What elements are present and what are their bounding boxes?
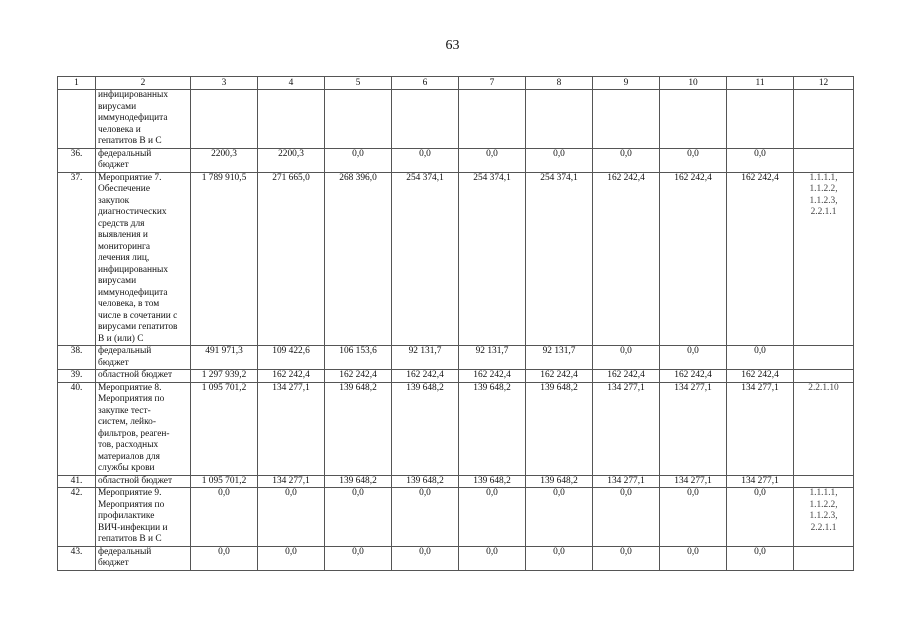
value-cell-text: 0,0 <box>352 546 364 557</box>
table-row <box>58 148 854 172</box>
indicator-code-cell-text: 1.1.1.1, 1.1.2.2, 1.1.2.3, 2.2.1.1 <box>809 172 838 217</box>
value-cell-text: 162 242,4 <box>607 172 645 183</box>
value-cell <box>325 90 392 149</box>
value-cell <box>258 346 325 370</box>
value-cell <box>258 90 325 149</box>
row-number-cell-text: 41. <box>70 475 83 486</box>
value-cell-text: 0,0 <box>620 148 632 159</box>
description-cell <box>96 370 191 383</box>
value-cell <box>258 382 325 475</box>
value-cell-text: 139 648,2 <box>540 382 578 393</box>
value-cell <box>727 148 794 172</box>
value-cell <box>459 488 526 547</box>
value-cell-text: 0,0 <box>553 488 565 498</box>
value-cell-text: 0,0 <box>486 546 498 557</box>
value-cell-text: 139 648,2 <box>473 382 511 393</box>
indicator-code-cell <box>794 488 854 547</box>
value-cell <box>459 148 526 172</box>
value-cell <box>526 382 593 475</box>
value-cell <box>325 172 392 346</box>
value-cell <box>325 488 392 547</box>
value-cell-text: 109 422,6 <box>272 346 310 356</box>
value-cell-text: 0,0 <box>352 488 364 498</box>
value-cell <box>392 475 459 488</box>
column-header: 12 <box>794 77 854 90</box>
column-header: 10 <box>660 77 727 90</box>
value-cell-text: 2200,3 <box>211 148 237 159</box>
indicator-code-cell <box>794 546 854 570</box>
value-cell <box>258 172 325 346</box>
value-cell-text: 0,0 <box>218 488 230 498</box>
value-cell-text: 134 277,1 <box>272 475 310 486</box>
value-cell <box>727 382 794 475</box>
row-number-cell <box>58 475 96 488</box>
table-row <box>58 488 854 547</box>
value-cell <box>727 172 794 346</box>
value-cell <box>727 546 794 570</box>
value-cell-text: 0,0 <box>687 346 699 356</box>
value-cell-text: 0,0 <box>486 488 498 498</box>
value-cell-text: 139 648,2 <box>339 382 377 393</box>
description-cell-text: федеральный бюджет <box>98 546 152 568</box>
description-cell <box>96 475 191 488</box>
value-cell-text: 2200,3 <box>278 148 304 159</box>
indicator-code-cell-text: 1.1.1.1, 1.1.2.2, 1.1.2.3, 2.2.1.1 <box>809 488 838 533</box>
value-cell <box>191 90 258 149</box>
value-cell-text: 134 277,1 <box>674 475 712 486</box>
value-cell <box>258 370 325 383</box>
value-cell-text: 0,0 <box>285 488 297 498</box>
value-cell <box>593 382 660 475</box>
indicator-code-cell <box>794 346 854 370</box>
value-cell-text: 0,0 <box>620 488 632 498</box>
value-cell <box>459 370 526 383</box>
value-cell-text: 0,0 <box>754 148 766 159</box>
row-number-cell <box>58 488 96 547</box>
value-cell-text: 162 242,4 <box>607 370 645 380</box>
value-cell <box>191 382 258 475</box>
value-cell-text: 0,0 <box>620 546 632 557</box>
column-header: 5 <box>325 77 392 90</box>
row-number-cell-text: 43. <box>70 546 83 557</box>
value-cell-text: 0,0 <box>553 546 565 557</box>
row-number-cell <box>58 172 96 346</box>
value-cell-text: 0,0 <box>419 148 431 159</box>
value-cell <box>392 546 459 570</box>
value-cell <box>660 488 727 547</box>
value-cell <box>459 90 526 149</box>
description-cell-text: федеральный бюджет <box>98 148 152 170</box>
value-cell <box>660 148 727 172</box>
value-cell-text: 0,0 <box>218 546 230 557</box>
value-cell <box>258 475 325 488</box>
indicator-code-cell-text: 2.2.1.10 <box>808 382 839 393</box>
description-cell-text: Мероприятие 9. Мероприятия по профилактике ВИЧ-инфекции и гепатитов В и С <box>98 488 168 544</box>
value-cell <box>459 546 526 570</box>
value-cell-text: 271 665,0 <box>272 172 310 183</box>
table-row <box>58 370 854 383</box>
value-cell-text: 0,0 <box>419 546 431 557</box>
value-cell-text: 162 242,4 <box>674 370 712 380</box>
value-cell <box>660 546 727 570</box>
value-cell <box>660 172 727 346</box>
value-cell <box>392 382 459 475</box>
indicator-code-cell <box>794 382 854 475</box>
value-cell <box>727 346 794 370</box>
table-row <box>58 346 854 370</box>
row-number-cell-text: 39. <box>70 370 83 380</box>
value-cell-text: 0,0 <box>285 546 297 557</box>
value-cell <box>593 546 660 570</box>
value-cell-text: 134 277,1 <box>607 475 645 486</box>
value-cell-text: 92 131,7 <box>408 346 442 356</box>
value-cell-text: 162 242,4 <box>272 370 310 380</box>
value-cell-text: 92 131,7 <box>542 346 576 356</box>
column-header: 11 <box>727 77 794 90</box>
description-cell-text: областной бюджет <box>98 475 173 486</box>
value-cell <box>593 370 660 383</box>
value-cell <box>593 488 660 547</box>
indicator-code-cell <box>794 90 854 149</box>
value-cell-text: 254 374,1 <box>473 172 511 183</box>
column-header: 1 <box>58 77 96 90</box>
value-cell-text: 0,0 <box>620 346 632 356</box>
value-cell <box>526 90 593 149</box>
row-number-cell <box>58 90 96 149</box>
value-cell-text: 139 648,2 <box>406 382 444 393</box>
value-cell-text: 139 648,2 <box>339 475 377 486</box>
description-cell <box>96 382 191 475</box>
row-number-cell <box>58 382 96 475</box>
description-cell-text: областной бюджет <box>98 370 173 380</box>
value-cell <box>526 346 593 370</box>
value-cell-text: 0,0 <box>419 488 431 498</box>
value-cell <box>191 172 258 346</box>
value-cell <box>459 382 526 475</box>
value-cell-text: 92 131,7 <box>475 346 509 356</box>
value-cell-text: 0,0 <box>754 546 766 557</box>
value-cell <box>727 488 794 547</box>
value-cell <box>258 148 325 172</box>
description-cell <box>96 90 191 149</box>
value-cell-text: 139 648,2 <box>540 475 578 486</box>
value-cell-text: 0,0 <box>687 488 699 498</box>
value-cell-text: 162 242,4 <box>339 370 377 380</box>
budget-table <box>57 76 854 571</box>
value-cell <box>526 172 593 346</box>
table-row <box>58 172 854 346</box>
value-cell-text: 162 242,4 <box>674 172 712 183</box>
value-cell <box>660 475 727 488</box>
row-number-cell-text: 36. <box>70 148 83 159</box>
value-cell-text: 0,0 <box>754 346 766 356</box>
value-cell <box>258 488 325 547</box>
value-cell <box>660 382 727 475</box>
value-cell <box>191 148 258 172</box>
value-cell <box>191 546 258 570</box>
table-body <box>58 90 854 571</box>
row-number-cell-text: 38. <box>70 346 83 356</box>
value-cell <box>727 370 794 383</box>
value-cell <box>325 546 392 570</box>
row-number-cell <box>58 346 96 370</box>
row-number-cell-text: 40. <box>70 382 83 393</box>
value-cell-text: 0,0 <box>754 488 766 498</box>
description-cell <box>96 172 191 346</box>
value-cell <box>593 475 660 488</box>
value-cell-text: 254 374,1 <box>406 172 444 183</box>
value-cell-text: 1 297 939,2 <box>201 370 247 380</box>
column-header: 7 <box>459 77 526 90</box>
value-cell-text: 0,0 <box>553 148 565 159</box>
value-cell <box>526 148 593 172</box>
value-cell <box>325 346 392 370</box>
value-cell-text: 134 277,1 <box>741 475 779 486</box>
column-header: 6 <box>392 77 459 90</box>
indicator-code-cell <box>794 148 854 172</box>
value-cell-text: 162 242,4 <box>540 370 578 380</box>
row-number-cell-text: 42. <box>70 488 83 498</box>
value-cell <box>593 172 660 346</box>
value-cell <box>459 172 526 346</box>
value-cell <box>325 148 392 172</box>
description-cell-text: инфицированных вирусами иммунодефицита человека и гепатитов В и С <box>98 90 169 146</box>
value-cell <box>526 370 593 383</box>
value-cell <box>325 382 392 475</box>
value-cell-text: 491 971,3 <box>205 346 243 356</box>
value-cell-text: 106 153,6 <box>339 346 377 356</box>
column-header: 2 <box>96 77 191 90</box>
value-cell <box>325 475 392 488</box>
value-cell-text: 0,0 <box>687 148 699 159</box>
value-cell-text: 134 277,1 <box>741 382 779 393</box>
value-cell-text: 0,0 <box>687 546 699 557</box>
value-cell-text: 254 374,1 <box>540 172 578 183</box>
value-cell <box>392 172 459 346</box>
value-cell <box>191 488 258 547</box>
table-row <box>58 475 854 488</box>
value-cell <box>526 488 593 547</box>
description-cell-text: Мероприятие 8. Мероприятия по закупке тест- систем, лейко- фильтров, реаген- тов, расходных материалов для службы крови <box>98 382 170 473</box>
value-cell-text: 162 242,4 <box>473 370 511 380</box>
column-header: 3 <box>191 77 258 90</box>
value-cell <box>660 90 727 149</box>
value-cell <box>593 148 660 172</box>
page-number: 63 <box>445 38 460 53</box>
value-cell-text: 162 242,4 <box>741 370 779 380</box>
value-cell <box>392 148 459 172</box>
indicator-code-cell <box>794 370 854 383</box>
value-cell-text: 134 277,1 <box>272 382 310 393</box>
description-cell-text: Мероприятие 7. Обеспечение закупок диагностических средств для выявления и мониторинга лечения лиц, инфицированных вирусами иммунодефицита человека, в том числе в сочетании с вирусами гепатитов В и (или) С <box>98 172 178 344</box>
value-cell-text: 162 242,4 <box>406 370 444 380</box>
value-cell <box>191 346 258 370</box>
value-cell <box>526 546 593 570</box>
value-cell <box>593 90 660 149</box>
value-cell <box>593 346 660 370</box>
description-cell <box>96 546 191 570</box>
row-number-cell <box>58 148 96 172</box>
value-cell-text: 162 242,4 <box>741 172 779 183</box>
description-cell <box>96 148 191 172</box>
value-cell <box>258 546 325 570</box>
value-cell-text: 1 789 910,5 <box>201 172 247 183</box>
value-cell-text: 139 648,2 <box>473 475 511 486</box>
description-cell <box>96 346 191 370</box>
row-number-cell <box>58 370 96 383</box>
header-row <box>58 77 854 90</box>
value-cell <box>325 370 392 383</box>
value-cell <box>459 346 526 370</box>
row-number-cell-text: 37. <box>70 172 83 183</box>
column-header: 9 <box>593 77 660 90</box>
value-cell-text: 268 396,0 <box>339 172 377 183</box>
value-cell <box>727 475 794 488</box>
value-cell-text: 1 095 701,2 <box>201 475 247 486</box>
indicator-code-cell <box>794 475 854 488</box>
value-cell-text: 0,0 <box>352 148 364 159</box>
row-number-cell <box>58 546 96 570</box>
value-cell <box>459 475 526 488</box>
value-cell <box>392 370 459 383</box>
column-header: 8 <box>526 77 593 90</box>
value-cell-text: 134 277,1 <box>674 382 712 393</box>
value-cell <box>727 90 794 149</box>
table-row <box>58 382 854 475</box>
value-cell <box>660 370 727 383</box>
table-row <box>58 90 854 149</box>
column-header: 4 <box>258 77 325 90</box>
value-cell <box>526 475 593 488</box>
value-cell <box>392 488 459 547</box>
value-cell-text: 139 648,2 <box>406 475 444 486</box>
value-cell-text: 1 095 701,2 <box>201 382 247 393</box>
table-row <box>58 546 854 570</box>
value-cell <box>392 90 459 149</box>
value-cell <box>191 475 258 488</box>
value-cell-text: 134 277,1 <box>607 382 645 393</box>
value-cell <box>191 370 258 383</box>
description-cell-text: федеральный бюджет <box>98 346 152 368</box>
value-cell-text: 0,0 <box>486 148 498 159</box>
value-cell <box>660 346 727 370</box>
value-cell <box>392 346 459 370</box>
description-cell <box>96 488 191 547</box>
indicator-code-cell <box>794 172 854 346</box>
